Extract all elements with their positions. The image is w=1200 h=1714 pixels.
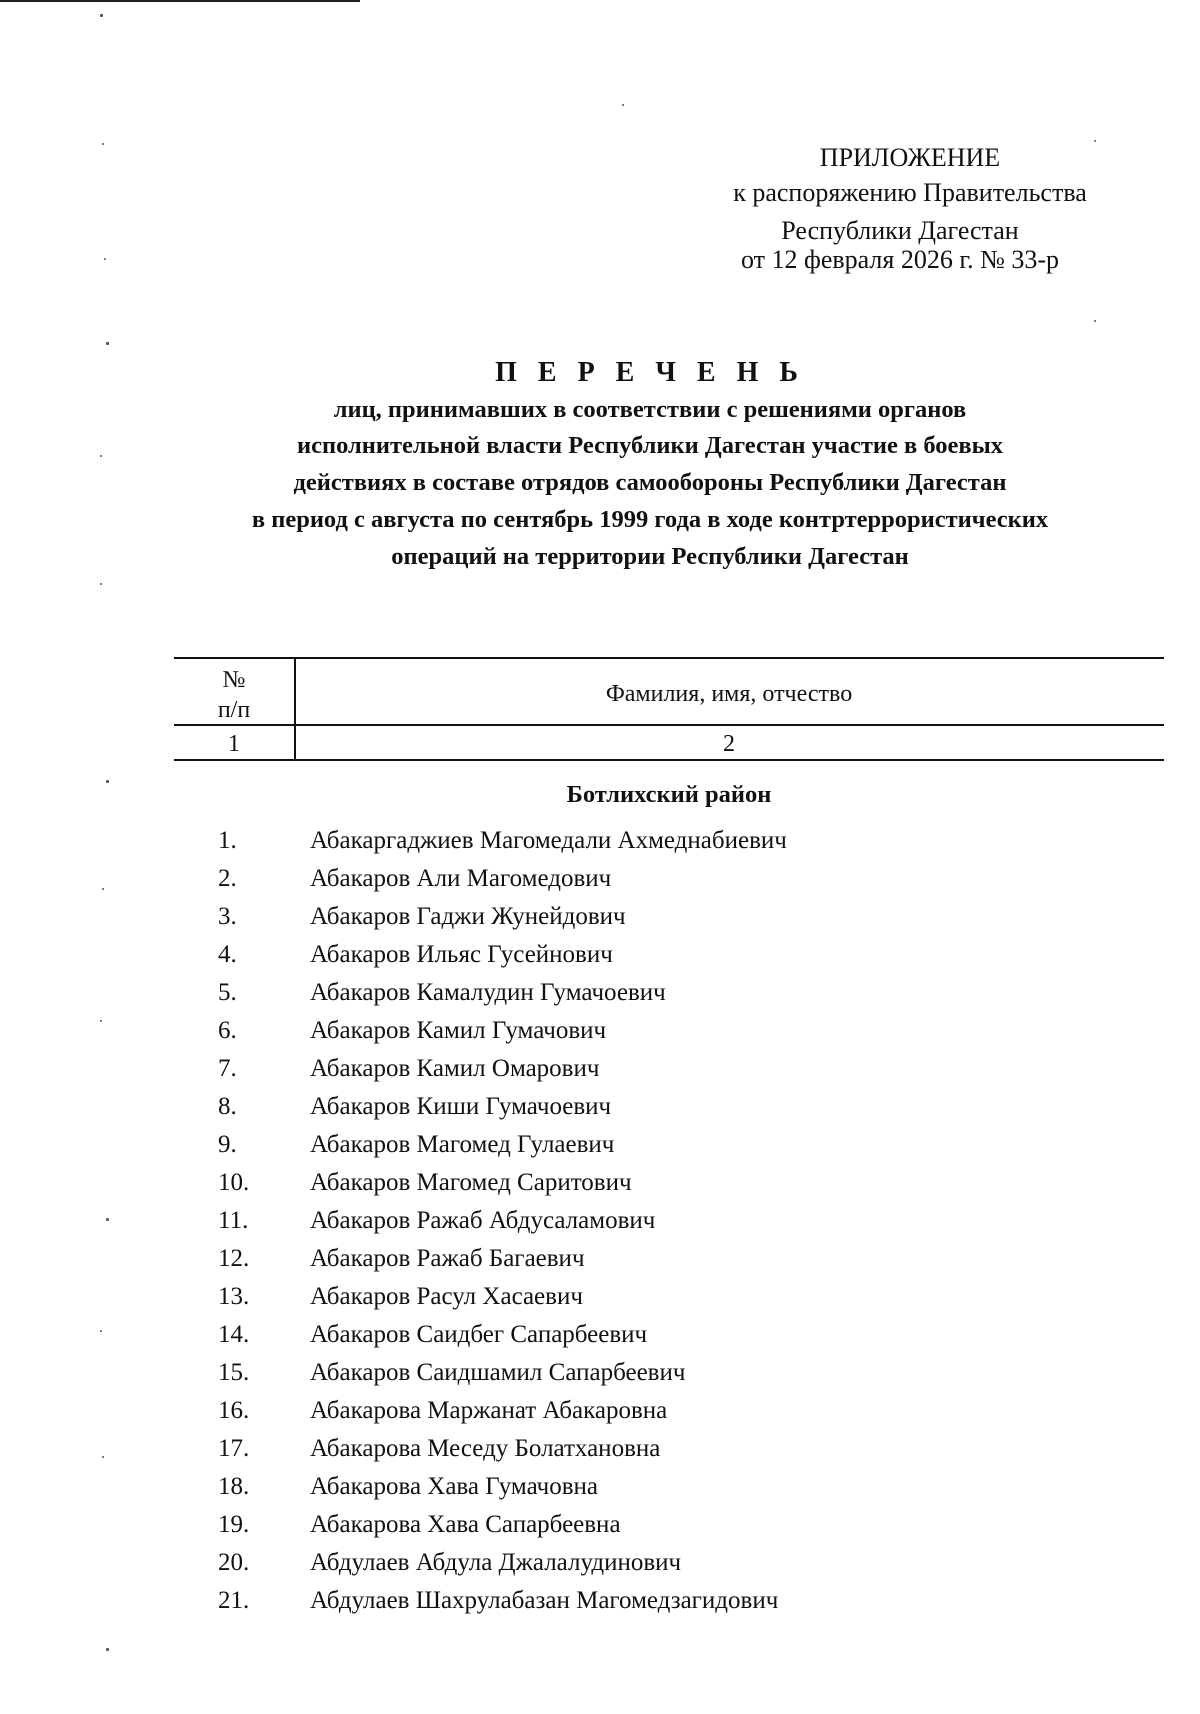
list-item-name: Абакаров Саидшамил Сапарбеевич — [310, 1359, 686, 1386]
scan-speck — [1094, 320, 1096, 322]
list-item-number: 1. — [218, 827, 237, 854]
scan-speck — [104, 258, 106, 260]
list-item — [0, 1088, 1200, 1126]
list-item — [0, 1202, 1200, 1240]
list-item-number: 14. — [218, 1321, 250, 1348]
list-item-name: Абакаров Камалудин Гумачоевич — [310, 979, 666, 1006]
list-item-name: Абакаров Гаджи Жунейдович — [310, 903, 626, 930]
list-item-name: Абакаров Расул Хасаевич — [310, 1283, 583, 1310]
document-title: П Е Р Е Ч Е Н Ь — [495, 357, 805, 388]
table-header — [174, 657, 1164, 761]
list-item — [0, 936, 1200, 974]
list-item — [0, 1544, 1200, 1582]
list-item — [0, 1012, 1200, 1050]
list-item-number: 12. — [218, 1245, 250, 1272]
list-item-name: Абдулаев Абдула Джалалудинович — [310, 1549, 682, 1576]
title-line: в период с августа по сентябрь 1999 года в ходе контртеррористических — [251, 506, 1049, 533]
list-item-name: Абдулаев Шахрулабазан Магомедзагидович — [310, 1587, 779, 1614]
list-item-name: Абакаров Али Магомедович — [310, 865, 612, 892]
list-item-number: 6. — [218, 1017, 237, 1044]
list-item-number: 7. — [218, 1055, 237, 1082]
list-item-name: Абакаров Саидбег Сапарбеевич — [310, 1321, 648, 1348]
table-rule — [174, 657, 1164, 659]
list-item-number: 13. — [218, 1283, 250, 1310]
list-item-number: 4. — [218, 941, 237, 968]
list-item — [0, 822, 1200, 860]
scan-edge-line — [0, 0, 360, 2]
column-index-1: 1 — [228, 731, 240, 757]
list-item — [0, 860, 1200, 898]
scan-speck — [100, 14, 103, 17]
people-list — [0, 822, 1200, 1620]
appendix-line: к распоряжению Правительства — [733, 178, 1087, 207]
column-index-2: 2 — [723, 731, 735, 757]
title-line: исполнительной власти Республики Дагестан участие в боевых — [296, 432, 1003, 459]
list-item-number: 18. — [218, 1473, 250, 1500]
list-item — [0, 1392, 1200, 1430]
appendix-title: ПРИЛОЖЕНИЕ — [819, 143, 1001, 172]
list-item-name: Абакаров Камил Гумачович — [310, 1017, 607, 1044]
list-item-name: Абакарова Меседу Болатхановна — [310, 1435, 661, 1462]
scan-speck — [106, 1648, 109, 1651]
list-item — [0, 1506, 1200, 1544]
table-rule — [174, 759, 1164, 761]
scan-speck — [102, 143, 104, 145]
list-item-number: 9. — [218, 1131, 237, 1158]
list-item — [0, 1164, 1200, 1202]
list-item — [0, 1430, 1200, 1468]
list-item-name: Абакаров Ильяс Гусейнович — [310, 941, 613, 968]
list-item-name: Абакаров Ражаб Абдусаламович — [310, 1207, 656, 1234]
list-item-number: 19. — [218, 1511, 250, 1538]
list-item-number: 16. — [218, 1397, 250, 1424]
list-item-name: Абакаров Магомед Гулаевич — [310, 1131, 615, 1158]
list-item-number: 20. — [218, 1549, 250, 1576]
scan-speck — [100, 455, 102, 457]
district-heading: Ботлихский район — [566, 781, 772, 808]
list-item-name: Абакаров Ражаб Багаевич — [310, 1245, 585, 1272]
list-item-name: Абакаргаджиев Магомедали Ахмеднабиевич — [310, 827, 787, 854]
list-item-number: 5. — [218, 979, 237, 1006]
list-item — [0, 1354, 1200, 1392]
list-item-name: Абакарова Хава Гумачовна — [310, 1473, 599, 1500]
scan-speck — [106, 342, 109, 345]
title-line: операций на территории Республики Дагестан — [391, 543, 909, 570]
list-item-number: 15. — [218, 1359, 250, 1386]
column-header-number: № п/п — [217, 667, 251, 723]
list-item-name: Абакаров Магомед Саритович — [310, 1169, 632, 1196]
appendix-line: Республики Дагестан — [781, 216, 1019, 245]
list-item — [0, 1278, 1200, 1316]
list-item — [0, 1468, 1200, 1506]
scan-speck — [106, 780, 109, 783]
scan-speck — [1094, 140, 1096, 142]
title-line: действиях в составе отрядов самообороны Республики Дагестан — [293, 469, 1007, 496]
list-item-name: Абакарова Хава Сапарбеевна — [310, 1511, 621, 1538]
list-item-name: Абакаров Киши Гумачоевич — [310, 1093, 612, 1120]
scan-speck — [622, 104, 624, 106]
list-item-number: 10. — [218, 1169, 250, 1196]
list-item — [0, 974, 1200, 1012]
list-item — [0, 1316, 1200, 1354]
list-item-name: Абакарова Маржанат Абакаровна — [310, 1397, 668, 1424]
appendix-date-number: от 12 февраля 2026 г. № 33-р — [740, 245, 1060, 274]
scan-speck — [100, 583, 102, 585]
list-item — [0, 1240, 1200, 1278]
list-item — [0, 898, 1200, 936]
list-item-number: 21. — [218, 1587, 250, 1614]
list-item — [0, 1582, 1200, 1620]
list-item-name: Абакаров Камил Омарович — [310, 1055, 600, 1082]
list-item-number: 3. — [218, 903, 237, 930]
list-item-number: 8. — [218, 1093, 237, 1120]
list-item — [0, 1126, 1200, 1164]
list-item-number: 17. — [218, 1435, 250, 1462]
list-item-number: 2. — [218, 865, 237, 892]
title-line: лиц, принимавших в соответствии с решениями органов — [333, 396, 967, 423]
table-rule — [174, 724, 1164, 726]
list-item — [0, 1050, 1200, 1088]
column-header-name: Фамилия, имя, отчество — [605, 681, 853, 707]
list-item-number: 11. — [218, 1207, 249, 1234]
